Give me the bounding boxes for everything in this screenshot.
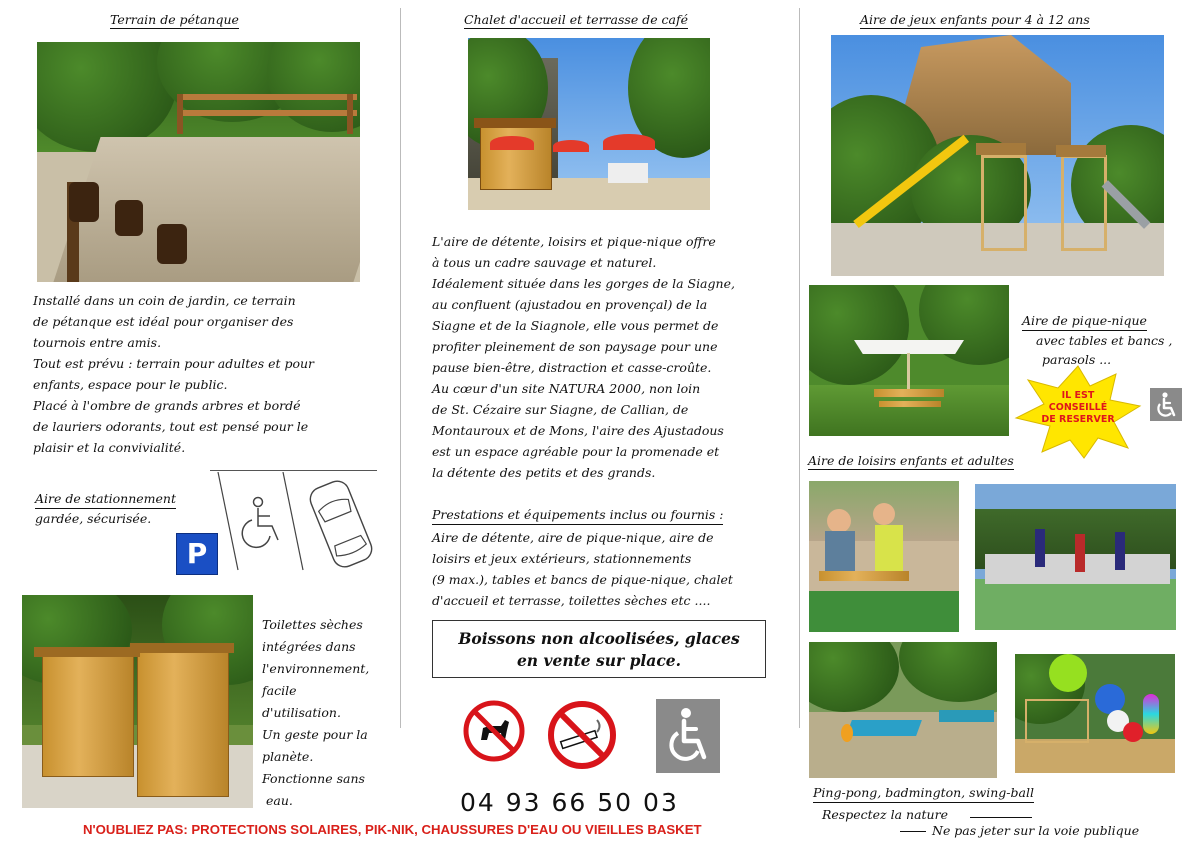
ping-pong-photo: [809, 642, 997, 778]
intro-line: est un espace agréable pour la promenade et: [432, 444, 720, 459]
car-icon: [305, 474, 377, 574]
accessibility-icon: [656, 699, 720, 773]
column-divider-left: [400, 8, 401, 728]
intro-line: pause bien-être, distraction et casse-croûte.: [432, 360, 712, 375]
footer-notice: N'OUBLIEZ PAS: PROTECTIONS SOLAIRES, PIK-NIK, CHAUSSURES D'EAU OU VIEILLES BASKET: [83, 822, 702, 837]
drinks-line: Boissons non alcoolisées, glaces: [458, 629, 740, 648]
parking-line-top: [210, 470, 377, 471]
petanque-line: tournois entre amis.: [33, 335, 162, 350]
respect-line-rule: [970, 817, 1032, 818]
chalet-photo: [468, 38, 710, 210]
parking-description: gardée, sécurisée.: [35, 511, 152, 526]
toilets-line: l'environnement,: [262, 661, 370, 676]
picnic-photo: [809, 285, 1009, 436]
intro-line: à tous un cadre sauvage et naturel.: [432, 255, 657, 270]
services-line: loisirs et jeux extérieurs, stationnements: [432, 551, 692, 566]
toilets-line: d'utilisation.: [262, 705, 341, 720]
intro-line: de St. Cézaire sur Siagne, de Callian, de: [432, 402, 689, 417]
petanque-line: de pétanque est idéal pour organiser des: [33, 314, 294, 329]
chalet-title: Chalet d'accueil et terrasse de café: [464, 12, 689, 27]
petanque-description: [33, 290, 314, 458]
toilets-line: Un geste pour la: [262, 727, 368, 742]
reserve-badge: [1012, 364, 1144, 460]
toilets-line: eau.: [266, 793, 293, 808]
playground-photo: [831, 35, 1164, 276]
drinks-line: en vente sur place.: [516, 651, 682, 670]
balloons-photo: [1015, 654, 1175, 773]
wheelchair-icon: [238, 496, 288, 552]
petanque-line: plaisir et la convivialité.: [33, 440, 186, 455]
no-smoking-icon: [547, 700, 617, 770]
foosball-photo: [975, 484, 1176, 630]
services-description: [432, 527, 733, 611]
phone-number[interactable]: 04 93 66 50 03: [460, 788, 679, 817]
intro-line: L'aire de détente, loisirs et pique-nique offre: [432, 234, 716, 249]
toilets-line: Toilettes sèches: [262, 617, 363, 632]
column-divider-right: [799, 8, 800, 728]
parking-title: Aire de stationnement: [35, 490, 176, 509]
intro-line: au confluent (ajustadou en provençal) de la: [432, 297, 708, 312]
toilets-line: intégrées dans: [262, 639, 356, 654]
services-title: Prestations et équipements inclus ou fournis :: [432, 505, 723, 525]
petanque-line: enfants, espace pour le public.: [33, 377, 228, 392]
toilets-line: facile: [262, 683, 297, 698]
petanque-title: Terrain de pétanque: [110, 12, 239, 27]
intro-line: la détente des petits et des grands.: [432, 465, 656, 480]
petanque-line: Placé à l'ombre de grands arbres et bordé: [33, 398, 301, 413]
picnic-line: parasols ...: [1042, 352, 1112, 367]
leisure-title: Aire de loisirs enfants et adultes: [808, 453, 1014, 468]
intro-line: Au cœur d'un site NATURA 2000, non loin: [432, 381, 701, 396]
intro-description: [432, 231, 735, 483]
toilets-line: planète.: [262, 749, 314, 764]
reserve-line: IL EST: [1061, 390, 1095, 401]
respect-nature-text: Respectez la nature: [822, 807, 948, 822]
kids-games-photo: [809, 481, 959, 632]
drinks-notice-box: [432, 620, 766, 678]
picnic-title: Aire de pique-nique: [1022, 312, 1147, 331]
no-littering-text: Ne pas jeter sur la voie publique: [932, 823, 1140, 838]
public-road-rule: [900, 831, 926, 832]
petanque-line: de lauriers odorants, tout est pensé pour le: [33, 419, 309, 434]
intro-line: profiter pleinement de son paysage pour une: [432, 339, 718, 354]
toilets-line: Fonctionne sans: [262, 771, 365, 786]
playground-title: Aire de jeux enfants pour 4 à 12 ans: [860, 12, 1090, 27]
services-line: (9 max.), tables et bancs de pique-nique, chalet: [432, 572, 733, 587]
intro-line: Montauroux et de Mons, l'aire des Ajustadous: [432, 423, 724, 438]
picnic-line: avec tables et bancs ,: [1036, 333, 1173, 348]
petanque-line: Tout est prévu : terrain pour adultes et pour: [33, 356, 315, 371]
services-line: d'accueil et terrasse, toilettes sèches etc ....: [432, 593, 711, 608]
intro-line: Siagne et de la Siagnole, elle vous permet de: [432, 318, 719, 333]
toilets-description: [262, 614, 369, 812]
games-caption: Ping-pong, badmington, swing-ball: [813, 784, 1034, 803]
reserve-line: DE RESERVER: [1041, 414, 1115, 425]
intro-line: Idéalement située dans les gorges de la Siagne,: [432, 276, 735, 291]
petanque-line: Installé dans un coin de jardin, ce terrain: [33, 293, 296, 308]
dry-toilets-photo: [22, 595, 253, 808]
parking-icon: P: [176, 533, 218, 575]
no-dogs-icon: [463, 700, 525, 762]
petanque-photo: [37, 42, 360, 282]
accessibility-icon-small: [1150, 388, 1182, 421]
reserve-line: CONSEILLÉ: [1048, 402, 1108, 413]
services-line: Aire de détente, aire de pique-nique, aire de: [432, 530, 714, 545]
